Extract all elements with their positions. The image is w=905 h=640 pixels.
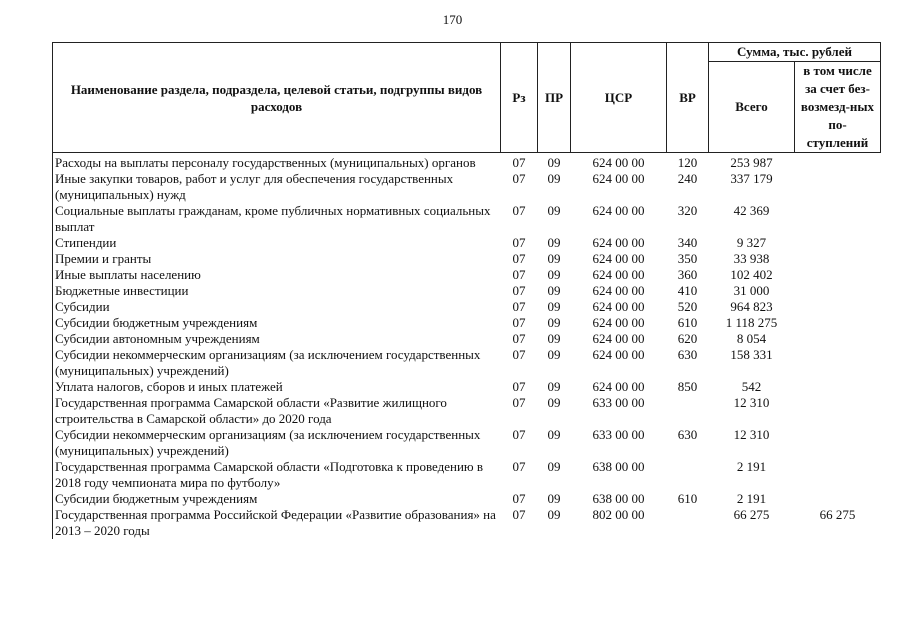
row-vr: 320 — [677, 203, 698, 218]
row-csr: 624 00 00 — [592, 203, 645, 218]
row-name: Субсидии бюджетным учреждениям — [53, 315, 501, 331]
row-free-receipts — [795, 267, 881, 283]
row-rz: 07 — [512, 283, 526, 298]
row-csr: 624 00 00 — [592, 315, 645, 330]
row-vr: 610 — [677, 491, 698, 506]
row-csr: 638 00 00 — [592, 491, 645, 506]
row-vr — [667, 459, 709, 491]
row-pr: 09 — [547, 491, 561, 506]
row-name: Субсидии некоммерческим организациям (за исключением государственных (муниципальных) учреждений) — [53, 347, 501, 379]
header-pr: ПР — [538, 43, 571, 153]
row-csr: 802 00 00 — [592, 507, 645, 522]
row-pr: 09 — [547, 459, 561, 474]
table-header — [53, 43, 881, 153]
row-name: Субсидии некоммерческим организациям (за исключением государственных (муниципальных) учреждений) — [53, 427, 501, 459]
row-csr: 638 00 00 — [592, 459, 645, 474]
row-vr: 630 — [677, 427, 698, 442]
row-total: 8 054 — [736, 331, 767, 346]
row-total: 964 823 — [730, 299, 773, 314]
table-row — [53, 235, 881, 251]
row-csr: 633 00 00 — [592, 427, 645, 442]
row-free-receipts — [795, 203, 881, 235]
row-vr: 620 — [677, 331, 698, 346]
row-total: 542 — [741, 379, 762, 394]
row-csr: 624 00 00 — [592, 251, 645, 266]
row-pr: 09 — [547, 331, 561, 346]
row-total: 102 402 — [730, 267, 773, 282]
row-free-receipts — [795, 171, 881, 203]
header-total: Всего — [709, 62, 795, 153]
row-total: 12 310 — [733, 427, 770, 442]
row-csr: 633 00 00 — [592, 395, 645, 410]
row-csr: 624 00 00 — [592, 155, 645, 170]
row-name: Премии и гранты — [53, 251, 501, 267]
row-csr: 624 00 00 — [592, 379, 645, 394]
row-pr: 09 — [547, 347, 561, 362]
table-body — [53, 153, 881, 540]
header-rz: Рз — [501, 43, 538, 153]
row-vr: 340 — [677, 235, 698, 250]
row-rz: 07 — [512, 395, 526, 410]
row-total: 66 275 — [733, 507, 770, 522]
row-name: Иные выплаты населению — [53, 267, 501, 283]
row-rz: 07 — [512, 235, 526, 250]
row-vr: 410 — [677, 283, 698, 298]
header-free-receipts: в том числе за счет без-возмезд-ных по-ступлений — [795, 62, 881, 153]
row-rz: 07 — [512, 299, 526, 314]
row-vr: 520 — [677, 299, 698, 314]
row-total: 1 118 275 — [725, 315, 778, 330]
row-pr: 09 — [547, 507, 561, 522]
header-sum-group: Сумма, тыс. рублей — [709, 43, 881, 62]
row-vr — [667, 395, 709, 427]
row-csr: 624 00 00 — [592, 347, 645, 362]
table-row — [53, 315, 881, 331]
row-pr: 09 — [547, 267, 561, 282]
row-vr: 350 — [677, 251, 698, 266]
table-row — [53, 283, 881, 299]
row-name: Субсидии — [53, 299, 501, 315]
row-name: Бюджетные инвестиции — [53, 283, 501, 299]
row-vr: 630 — [677, 347, 698, 362]
table-row — [53, 153, 881, 172]
row-rz: 07 — [512, 379, 526, 394]
row-rz: 07 — [512, 203, 526, 218]
row-total: 2 191 — [736, 491, 767, 506]
row-free-receipts — [795, 379, 881, 395]
row-total: 337 179 — [730, 171, 773, 186]
table-row — [53, 251, 881, 267]
row-rz: 07 — [512, 507, 526, 522]
table-row — [53, 427, 881, 459]
row-free-receipts — [795, 459, 881, 491]
row-free-receipts: 66 275 — [819, 507, 856, 522]
row-free-receipts — [795, 283, 881, 299]
table-row — [53, 379, 881, 395]
row-free-receipts — [795, 153, 881, 172]
header-vr: ВР — [667, 43, 709, 153]
row-total: 253 987 — [730, 155, 773, 170]
row-name: Субсидии бюджетным учреждениям — [53, 491, 501, 507]
row-pr: 09 — [547, 299, 561, 314]
header-name: Наименование раздела, подраздела, целевой статьи, подгруппы видов расходов — [53, 43, 501, 153]
row-rz: 07 — [512, 155, 526, 170]
row-pr: 09 — [547, 235, 561, 250]
row-rz: 07 — [512, 427, 526, 442]
row-rz: 07 — [512, 315, 526, 330]
row-rz: 07 — [512, 267, 526, 282]
row-pr: 09 — [547, 315, 561, 330]
row-rz: 07 — [512, 491, 526, 506]
table-row — [53, 347, 881, 379]
row-total: 9 327 — [736, 235, 767, 250]
row-vr: 360 — [677, 267, 698, 282]
table-row — [53, 331, 881, 347]
row-total: 42 369 — [733, 203, 770, 218]
table-row — [53, 203, 881, 235]
row-vr: 610 — [677, 315, 698, 330]
row-name: Стипендии — [53, 235, 501, 251]
row-pr: 09 — [547, 251, 561, 266]
row-total: 33 938 — [733, 251, 770, 266]
row-pr: 09 — [547, 379, 561, 394]
row-vr: 120 — [677, 155, 698, 170]
row-name: Государственная программа Самарской области «Подготовка к проведению в 2018 году чемпионата мира по футболу» — [53, 459, 501, 491]
row-total: 2 191 — [736, 459, 767, 474]
row-free-receipts — [795, 491, 881, 507]
row-name: Государственная программа Самарской области «Развитие жилищного строительства в Самарской области» до 2020 года — [53, 395, 501, 427]
table-row — [53, 299, 881, 315]
row-free-receipts — [795, 331, 881, 347]
row-rz: 07 — [512, 347, 526, 362]
row-pr: 09 — [547, 395, 561, 410]
table-row — [53, 459, 881, 491]
row-free-receipts — [795, 315, 881, 331]
row-total: 31 000 — [733, 283, 770, 298]
row-pr: 09 — [547, 203, 561, 218]
row-free-receipts — [795, 427, 881, 459]
budget-expenditure-table — [52, 42, 881, 539]
table-row — [53, 395, 881, 427]
table-row — [53, 171, 881, 203]
table-row — [53, 507, 881, 539]
row-free-receipts — [795, 299, 881, 315]
row-pr: 09 — [547, 155, 561, 170]
header-csr: ЦСР — [571, 43, 667, 153]
row-name: Уплата налогов, сборов и иных платежей — [53, 379, 501, 395]
row-vr: 850 — [677, 379, 698, 394]
row-free-receipts — [795, 235, 881, 251]
row-free-receipts — [795, 251, 881, 267]
page-number: 170 — [442, 12, 463, 27]
row-name: Иные закупки товаров, работ и услуг для обеспечения государственных (муниципальных) нужд — [53, 171, 501, 203]
row-rz: 07 — [512, 251, 526, 266]
row-total: 158 331 — [730, 347, 773, 362]
table-row — [53, 267, 881, 283]
row-pr: 09 — [547, 283, 561, 298]
row-rz: 07 — [512, 331, 526, 346]
row-csr: 624 00 00 — [592, 331, 645, 346]
row-vr — [667, 507, 709, 539]
row-csr: 624 00 00 — [592, 267, 645, 282]
row-csr: 624 00 00 — [592, 235, 645, 250]
row-csr: 624 00 00 — [592, 299, 645, 314]
row-vr: 240 — [677, 171, 698, 186]
row-pr: 09 — [547, 171, 561, 186]
row-total: 12 310 — [733, 395, 770, 410]
row-name: Социальные выплаты гражданам, кроме публичных нормативных социальных выплат — [53, 203, 501, 235]
row-free-receipts — [795, 347, 881, 379]
row-pr: 09 — [547, 427, 561, 442]
row-name: Государственная программа Российской Федерации «Развитие образования» на 2013 – 2020 годы — [53, 507, 501, 539]
row-rz: 07 — [512, 171, 526, 186]
row-rz: 07 — [512, 459, 526, 474]
table-row — [53, 491, 881, 507]
row-csr: 624 00 00 — [592, 171, 645, 186]
row-csr: 624 00 00 — [592, 283, 645, 298]
row-free-receipts — [795, 395, 881, 427]
row-name: Расходы на выплаты персоналу государственных (муниципальных) органов — [53, 153, 501, 172]
row-name: Субсидии автономным учреждениям — [53, 331, 501, 347]
